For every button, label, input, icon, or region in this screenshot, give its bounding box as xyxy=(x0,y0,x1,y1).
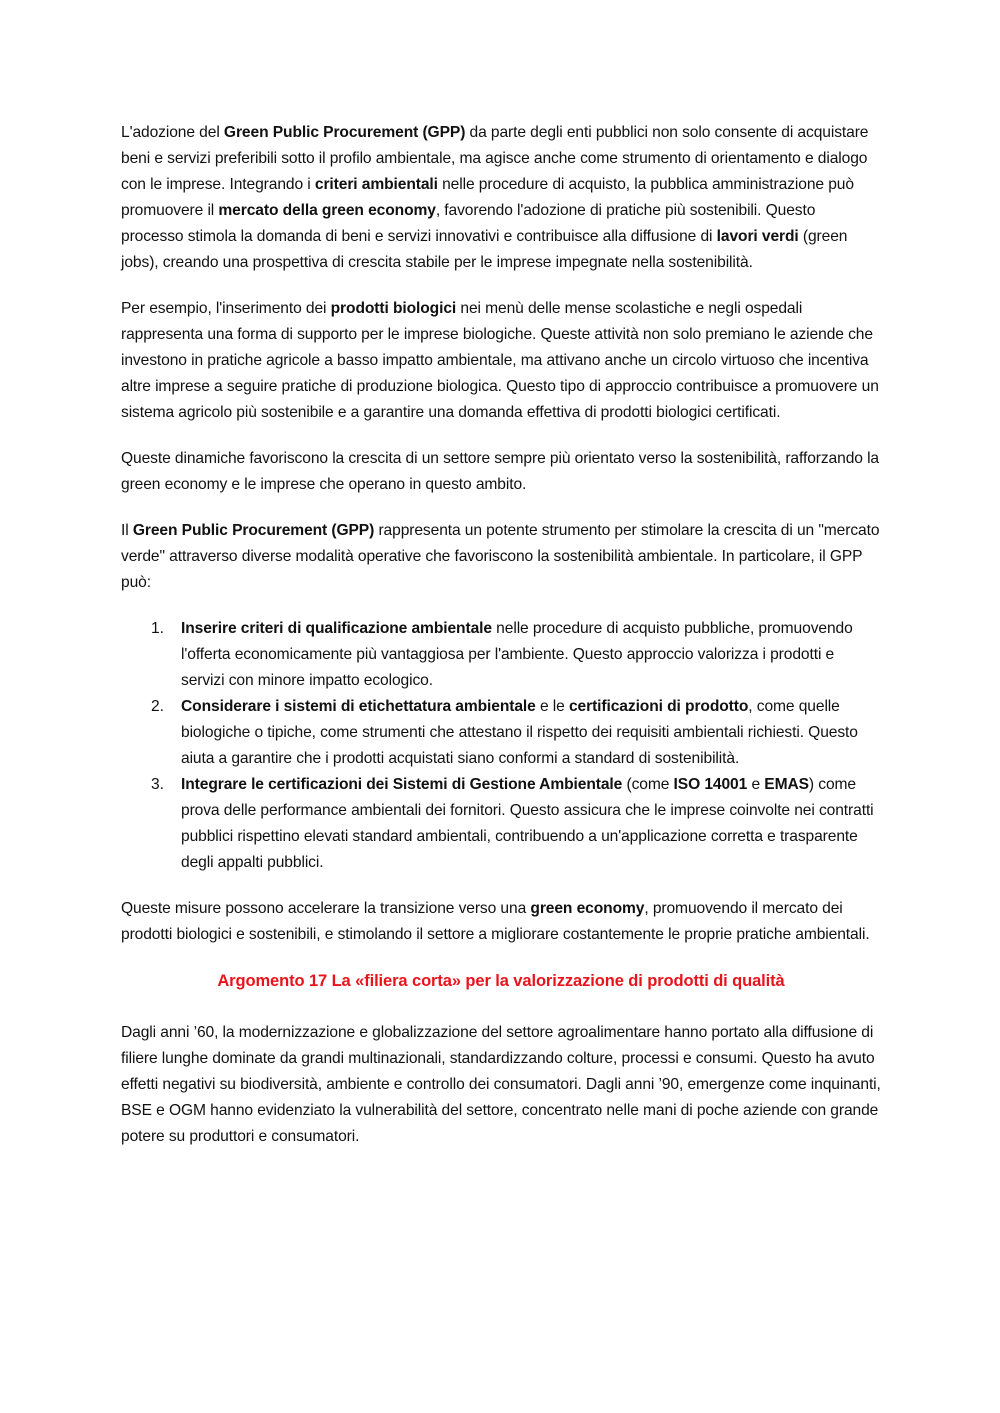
text: (green jobs), creando una prospettiva di crescita stabile per le imprese impegnate nella sostenibilità. xyxy=(121,228,848,271)
text: nelle procedure di acquisto, la pubblica amministrazione può promuovere il xyxy=(121,176,854,219)
bold-term: Inserire criteri di qualificazione ambientale xyxy=(181,620,492,637)
paragraph-gpp-modes xyxy=(121,518,881,596)
text: , promuovendo il mercato dei prodotti biologici e sostenibili, e stimolando il settore a migliorare costantemente le proprie pratiche ambientali. xyxy=(121,900,870,943)
text: ) come prova delle performance ambientali dei fornitori. Questo assicura che le imprese coinvolte nei contratti pubblici rispettino elevati standard ambientali, contribuendo a un'applicazione corretta e trasparente degli appalti pubblici. xyxy=(181,776,874,871)
text: Il xyxy=(121,522,133,539)
list-number: 2. xyxy=(151,698,164,715)
bold-term: Integrare le certificazioni dei Sistemi di Gestione Ambientale xyxy=(181,776,623,793)
text: da parte degli enti pubblici non solo consente di acquistare beni e servizi preferibili sotto il profilo ambientale, ma agisce anche come strumento di orientamento e dialogo con le imprese. Integrando i xyxy=(121,124,869,193)
bold-term: Green Public Procurement (GPP) xyxy=(223,124,466,141)
bold-term: mercato della green economy xyxy=(218,202,436,219)
text: Per esempio, l'inserimento dei xyxy=(121,300,331,317)
paragraph-measures xyxy=(121,896,881,948)
text: nelle procedure di acquisto pubbliche, promuovendo l'offerta economicamente più vantaggiosa per l'ambiente. Questo approccio valorizza i prodotti e servizi con minore impatto ecologico. xyxy=(181,620,853,689)
paragraph-gpp-intro xyxy=(121,120,881,276)
bold-term: criteri ambientali xyxy=(314,176,438,193)
paragraph-dynamics xyxy=(121,446,881,498)
text: Queste misure possono accelerare la transizione verso una xyxy=(121,900,531,917)
numbered-list xyxy=(121,616,881,876)
document-page xyxy=(121,120,881,1170)
list-item xyxy=(121,616,881,694)
bold-term: Green Public Procurement (GPP) xyxy=(132,522,375,539)
bold-term: prodotti biologici xyxy=(330,300,457,317)
list-number: 3. xyxy=(151,776,164,793)
bold-term: certificazioni di prodotto xyxy=(568,698,749,715)
list-item xyxy=(121,772,881,876)
list-item xyxy=(121,694,881,772)
text: (come xyxy=(622,776,674,793)
text: rappresenta un potente strumento per stimolare la crescita di un "mercato verde" attraverso diverse modalità operative che favoriscono la sostenibilità ambientale. In particolare, il GPP può: xyxy=(121,522,880,591)
text: nei menù delle mense scolastiche e negli ospedali rappresenta una forma di supporto per le imprese biologiche. Queste attività non solo premiano le aziende che investono in pratiche agricole a basso impatto ambientale, ma attivano anche un circolo virtuoso che incentiva altre imprese a seguire pratiche di produzione biologica. Questo tipo di approccio contribuisce a promuovere un sistema agricolo più sostenibile e a garantire una domanda effettiva di prodotti biologici certificati. xyxy=(121,300,879,421)
text: Dagli anni ’60, la modernizzazione e globalizzazione del settore agroalimentare hanno portato alla diffusione di filiere lunghe dominate da grandi multinazionali, standardizzando colture, processi e consumi. Questo ha avuto effetti negativi su biodiversità, ambiente e controllo dei consumatori. Dagli anni ’90, emergenze come inquinanti, BSE e OGM hanno evidenziato la vulnerabilità del settore, concentrato nelle mani di poche aziende con grande potere su produttori e consumatori. xyxy=(121,1024,881,1145)
text: , come quelle biologiche o tipiche, come strumenti che attestano il rispetto dei requisiti ambientali richiesti. Questo aiuta a garantire che i prodotti acquistati siano conformi a standard di sostenibilità. xyxy=(181,698,858,767)
bold-term: EMAS xyxy=(764,776,809,793)
text: Queste dinamiche favoriscono la crescita di un settore sempre più orientato verso la sostenibilità, rafforzando la green economy e le imprese che operano in questo ambito. xyxy=(121,450,880,493)
bold-term: Considerare i sistemi di etichettatura ambientale xyxy=(181,698,536,715)
bold-term: ISO 14001 xyxy=(673,776,748,793)
text: , favorendo l'adozione di pratiche più sostenibili. Questo processo stimola la domanda di beni e servizi innovativi e contribuisce alla diffusione di xyxy=(121,202,816,245)
bold-term: green economy xyxy=(530,900,645,917)
text: e xyxy=(747,776,765,793)
bold-term: lavori verdi xyxy=(716,228,799,245)
paragraph-organic-example xyxy=(121,296,881,426)
list-number: 1. xyxy=(151,620,164,637)
section-heading: Argomento 17 La «filiera corta» per la valorizzazione di prodotti di qualità xyxy=(217,972,785,990)
text: e le xyxy=(535,698,569,715)
paragraph-history xyxy=(121,1020,881,1150)
text: L'adozione del xyxy=(121,124,224,141)
